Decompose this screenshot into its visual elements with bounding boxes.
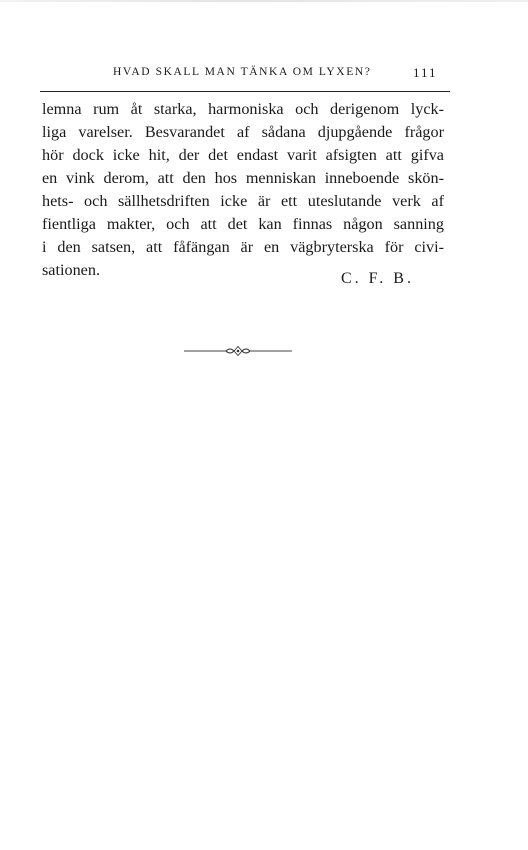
decorative-fleuron-icon [184, 344, 292, 358]
text-line: i den satsen, att fåfängan är en vägbryterska för civi- [42, 238, 444, 256]
header-rule [40, 91, 450, 92]
running-head-title: HVAD SKALL MAN TÄNKA OM LYXEN? [113, 66, 372, 78]
text-line: hets- och sällhetsdriften icke är ett uteslutande verk af [42, 192, 444, 210]
page-number: 111 [413, 65, 438, 80]
text-line: hör dock icke hit, der det endast varit afsigten att gifva [42, 146, 444, 164]
body-paragraph [42, 98, 444, 282]
text-line: liga varelser. Besvarandet af sådana djupgående frågor [42, 123, 444, 141]
author-signature: C. F. B. [341, 270, 414, 287]
running-head [0, 62, 528, 84]
text-line: en vink derom, att den hos menniskan inneboende skön- [42, 169, 444, 187]
text-line: fientliga makter, och att det kan finnas någon sanning [42, 215, 444, 233]
scan-edge-rule [0, 0, 528, 2]
text-line: sationen. [42, 261, 100, 279]
text-line: lemna rum åt starka, harmoniska och derigenom lyck- [42, 100, 444, 118]
